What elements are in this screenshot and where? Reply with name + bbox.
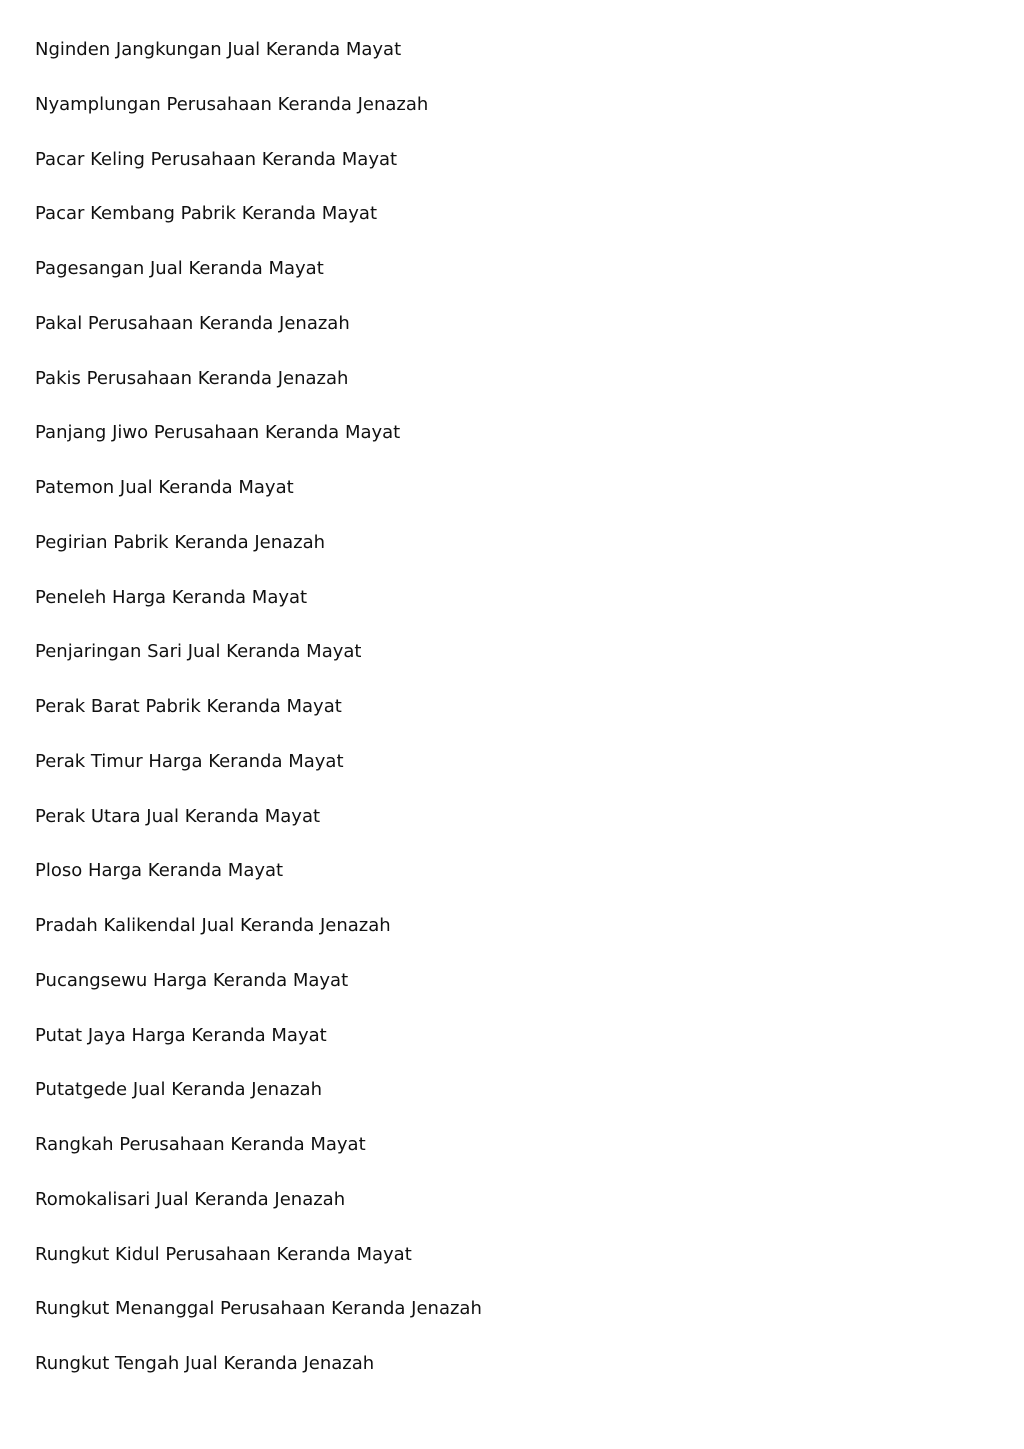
list-item: Rungkut Tengah Jual Keranda Jenazah (35, 1353, 375, 1374)
list-item: Pacar Keling Perusahaan Keranda Mayat (35, 148, 398, 170)
list-item: Rangkah Perusahaan Keranda Mayat (35, 1134, 366, 1155)
list-item: Perak Barat Pabrik Keranda Mayat (35, 696, 342, 717)
list-item: Pacar Kembang Pabrik Keranda Mayat (35, 203, 377, 225)
list-item: Romokalisari Jual Keranda Jenazah (35, 1188, 346, 1210)
list-item: Ploso Harga Keranda Mayat (35, 860, 284, 882)
list-item: Putatgede Jual Keranda Jenazah (35, 1079, 322, 1101)
list-item: Panjang Jiwo Perusahaan Keranda Mayat (35, 422, 401, 444)
list-item: Pakis Perusahaan Keranda Jenazah (35, 367, 349, 389)
list-item: Perak Utara Jual Keranda Mayat (35, 805, 321, 827)
location-list (35, 38, 1024, 1407)
list-item: Rungkut Kidul Perusahaan Keranda Mayat (35, 1243, 412, 1265)
list-item: Nginden Jangkungan Jual Keranda Mayat (35, 39, 402, 60)
list-item: Rungkut Menanggal Perusahaan Keranda Jenazah (35, 1298, 482, 1320)
list-item: Putat Jaya Harga Keranda Mayat (35, 1024, 327, 1046)
list-item: Pegirian Pabrik Keranda Jenazah (35, 531, 326, 553)
list-item: Peneleh Harga Keranda Mayat (35, 586, 308, 608)
list-item: Pakal Perusahaan Keranda Jenazah (35, 312, 350, 334)
list-item: Pagesangan Jual Keranda Mayat (35, 258, 324, 279)
list-item: Perak Timur Harga Keranda Mayat (35, 750, 344, 772)
list-item: Pucangsewu Harga Keranda Mayat (35, 969, 349, 991)
list-item: Patemon Jual Keranda Mayat (35, 477, 294, 498)
list-item: Penjaringan Sari Jual Keranda Mayat (35, 641, 362, 663)
list-item: Pradah Kalikendal Jual Keranda Jenazah (35, 915, 391, 936)
list-item: Nyamplungan Perusahaan Keranda Jenazah (35, 93, 429, 115)
